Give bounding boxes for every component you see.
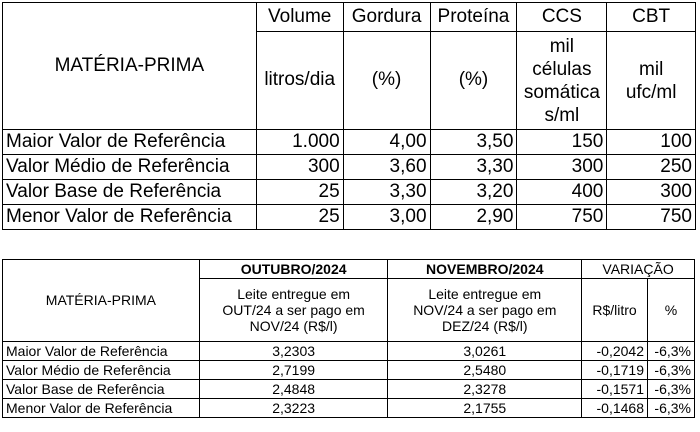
ccs-unit-line: somática [523, 81, 600, 103]
cell-ccs: 300 [517, 155, 607, 180]
cell-variation: -0,1468 [582, 399, 648, 418]
col-fat-header: Gordura [343, 3, 430, 32]
col-fat-unit: (%) [343, 32, 430, 130]
variation-unit-price: R$/litro [582, 279, 648, 342]
month2-desc-line: NOV/24 a ser pago em [413, 301, 557, 318]
col-volume-unit: litros/dia [256, 32, 343, 130]
variation-unit-percent: % [648, 279, 695, 342]
row-label: Valor Base de Referência [3, 380, 200, 399]
cell-variation: -0,2042 [582, 342, 648, 361]
cell-fat: 4,00 [343, 130, 430, 155]
variation-header: VARIAÇÃO [582, 260, 695, 279]
cell-variation: -0,1719 [582, 361, 648, 380]
cell-month2: 3,0261 [388, 342, 582, 361]
cbt-unit-line: ufc/ml [625, 81, 677, 103]
col-protein-unit: (%) [430, 32, 517, 130]
col-cbt-unit [607, 32, 696, 130]
cell-month2: 2,5480 [388, 361, 582, 380]
cell-cbt: 750 [607, 205, 696, 230]
row-label: Valor Médio de Referência [3, 361, 200, 380]
row-label: Maior Valor de Referência [3, 130, 257, 155]
reference-values-table [2, 2, 696, 230]
cell-variation-pct: -6,3% [648, 380, 695, 399]
raw-material-header: MATÉRIA-PRIMA [3, 260, 200, 342]
month2-desc-line: Leite entregue em [428, 285, 542, 302]
table-row [3, 130, 696, 155]
row-label: Valor Base de Referência [3, 180, 257, 205]
cell-fat: 3,00 [343, 205, 430, 230]
table-row [3, 342, 695, 361]
ccs-unit-line: s/ml [544, 104, 580, 126]
cell-variation-pct: -6,3% [648, 399, 695, 418]
table-row [3, 180, 696, 205]
table-row [3, 399, 695, 418]
cell-month1: 2,7199 [199, 361, 388, 380]
table-row [3, 205, 696, 230]
month1-desc-line: NOV/24 (R$/l) [249, 318, 338, 335]
cell-fat: 3,30 [343, 180, 430, 205]
cell-month1: 3,2303 [199, 342, 388, 361]
cell-ccs: 400 [517, 180, 607, 205]
cell-month2: 2,3278 [388, 380, 582, 399]
cell-variation-pct: -6,3% [648, 342, 695, 361]
month1-header: OUTUBRO/2024 [199, 260, 388, 279]
cell-variation-pct: -6,3% [648, 361, 695, 380]
row-label: Menor Valor de Referência [3, 399, 200, 418]
cell-protein: 3,20 [430, 180, 517, 205]
cell-ccs: 150 [517, 130, 607, 155]
month2-desc-line: DEZ/24 (R$/l) [442, 318, 528, 335]
cell-month2: 2,1755 [388, 399, 582, 418]
price-table [2, 259, 695, 418]
month1-description [199, 279, 388, 342]
cell-volume: 25 [256, 205, 343, 230]
col-ccs-unit [517, 32, 607, 130]
cell-volume: 300 [256, 155, 343, 180]
ccs-unit-line: mil [549, 35, 575, 57]
row-label: Menor Valor de Referência [3, 205, 257, 230]
cell-variation: -0,1571 [582, 380, 648, 399]
row-label: Maior Valor de Referência [3, 342, 200, 361]
cell-month1: 2,4848 [199, 380, 388, 399]
table-row [3, 361, 695, 380]
cell-protein: 3,30 [430, 155, 517, 180]
cell-volume: 25 [256, 180, 343, 205]
raw-material-header: MATÉRIA-PRIMA [3, 3, 257, 130]
cell-fat: 3,60 [343, 155, 430, 180]
cell-cbt: 250 [607, 155, 696, 180]
cell-cbt: 100 [607, 130, 696, 155]
month2-header: NOVEMBRO/2024 [388, 260, 582, 279]
col-cbt-header: CBT [607, 3, 696, 32]
month1-desc-line: OUT/24 a ser pago em [222, 301, 365, 318]
cell-protein: 2,90 [430, 205, 517, 230]
cell-volume: 1.000 [256, 130, 343, 155]
ccs-unit-line: células [532, 58, 592, 80]
month2-description [388, 279, 582, 342]
cell-month1: 2,3223 [199, 399, 388, 418]
month1-desc-line: Leite entregue em [237, 285, 351, 302]
col-ccs-header: CCS [517, 3, 607, 32]
row-label: Valor Médio de Referência [3, 155, 257, 180]
table-row [3, 155, 696, 180]
cell-protein: 3,50 [430, 130, 517, 155]
cbt-unit-line: mil [639, 58, 664, 80]
cell-cbt: 300 [607, 180, 696, 205]
col-volume-header: Volume [256, 3, 343, 32]
cell-ccs: 750 [517, 205, 607, 230]
col-protein-header: Proteína [430, 3, 517, 32]
table-row [3, 380, 695, 399]
